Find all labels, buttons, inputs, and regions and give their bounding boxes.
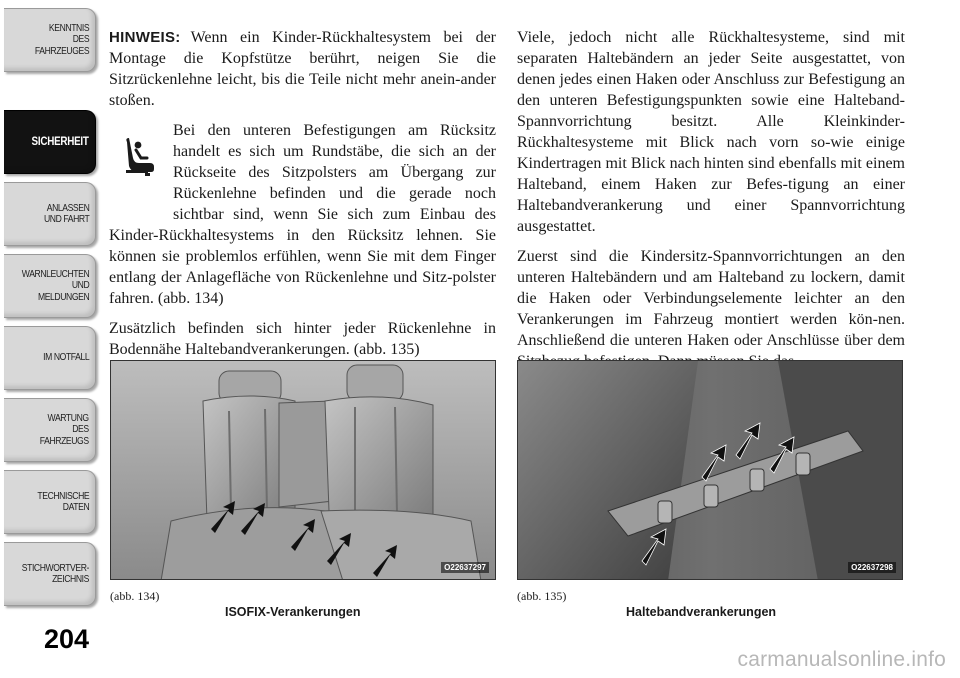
tab-label: KENNTNIS DES FAHRZEUGES — [34, 21, 89, 57]
page-number: 204 — [44, 624, 90, 654]
tab-label: WARNLEUCHTEN UND MELDUNGEN — [21, 267, 89, 303]
tab-sicherheit[interactable] — [4, 110, 96, 174]
isofix-seat-illustration — [111, 361, 496, 580]
tab-kenntnis-des-fahrzeuges[interactable] — [4, 8, 96, 72]
figure-ref-135: (abb. 135) — [517, 589, 567, 603]
figure-caption-134: ISOFIX-Verankerungen — [225, 605, 361, 619]
right-text-column — [517, 27, 905, 381]
tab-wartung-des-fahrzeugs[interactable] — [4, 398, 96, 462]
figure-caption-135: Haltebandverankerungen — [626, 605, 777, 619]
figure-code: O22637297 — [441, 562, 489, 573]
tab-label: STICHWORTVER- ZEICHNIS — [21, 561, 89, 585]
watermark: carmanualsonline.info — [737, 648, 946, 671]
tab-label: TECHNISCHE DATEN — [37, 489, 89, 513]
tether-anchor-illustration — [518, 361, 903, 580]
tether-anchor-paragraph: Zusätzlich befinden sich hinter jeder Rückenlehne in Bodennähe Haltebandverankerungen. (abb. 135) — [109, 320, 496, 358]
tab-warnleuchten-und-meldungen[interactable] — [4, 254, 96, 318]
tab-technische-daten[interactable] — [4, 470, 96, 534]
tab-stichwortverzeichnis[interactable] — [4, 542, 96, 606]
tab-label: IM NOTFALL — [42, 351, 89, 364]
chapter-tabs — [0, 0, 100, 600]
tab-label: WARTUNG DES FAHRZEUGS — [40, 411, 89, 447]
anchor-description-paragraph — [109, 120, 496, 309]
figure-isofix-anchors — [110, 360, 496, 580]
figure-ref-134: (abb. 134) — [110, 589, 160, 603]
child-seat-icon — [109, 120, 165, 208]
note-label: HINWEIS: — [109, 29, 181, 46]
note-paragraph — [109, 27, 496, 111]
anchor-description-text: Bei den unteren Befestigungen am Rücksitz handelt es sich um Rundstäbe, die sich an der Rückseite des Sitzpolsters am Übergang zur Rückenlehne befinden und die gerade noch sichtbar sind, wenn Sie sich zum Einbau des Kinder-Rückhaltesystems in den Rücksitz lehnen. Sie können sie problemlos erfühlen, wenn Sie mit dem Finger entlang der Anlagefläche von Rückenlehne und Sitz-polster fahren. (abb. 134) — [109, 122, 496, 307]
note-text: Wenn ein Kinder-Rückhaltesystem bei der Montage die Kopfstütze berührt, neigen Sie die Sitzrückenlehne leicht, bis die Teile nicht mehr anein-ander stoßen. — [109, 29, 496, 109]
tab-label: SICHERHEIT — [31, 134, 89, 149]
tab-anlassen-und-fahrt[interactable] — [4, 182, 96, 246]
installation-paragraph: Zuerst sind die Kindersitz-Spannvorrichtungen an den unteren Haltebändern und am Halteband zu lockern, damit die Haken oder Verbindungselemente leichter an den Verankerungen im Fahrzeug montiert werden kön-nen. Anschließend die unteren Haken oder Anschlüsse über dem — [517, 248, 905, 349]
restraint-systems-paragraph: Viele, jedoch nicht alle Rückhaltesysteme, sind mit separaten Haltebändern an jeder Seite ausgestattet, von denen jedes einen Haken oder Anschluss zur Befestigung an den unteren Befestigungspunkten sowie eine Halteband-Spannvorrichtung besitzt. Alle Kleinkinder-Rückhaltesysteme mit Blick nach vorn so-wie einige Kindertragen mit Blick nach hinten sind ebenfalls mit einem Halteband, einem Haken zur Befes-tigung an einer Haltebandverankerung und einer Spannvorrichtung ausgestattet. — [517, 29, 905, 235]
tab-label: ANLASSEN UND FAHRT — [43, 201, 89, 225]
figure-code: O22637298 — [848, 562, 896, 573]
figure-tether-anchors — [517, 360, 903, 580]
left-text-column — [109, 27, 496, 369]
tab-im-notfall[interactable] — [4, 326, 96, 390]
